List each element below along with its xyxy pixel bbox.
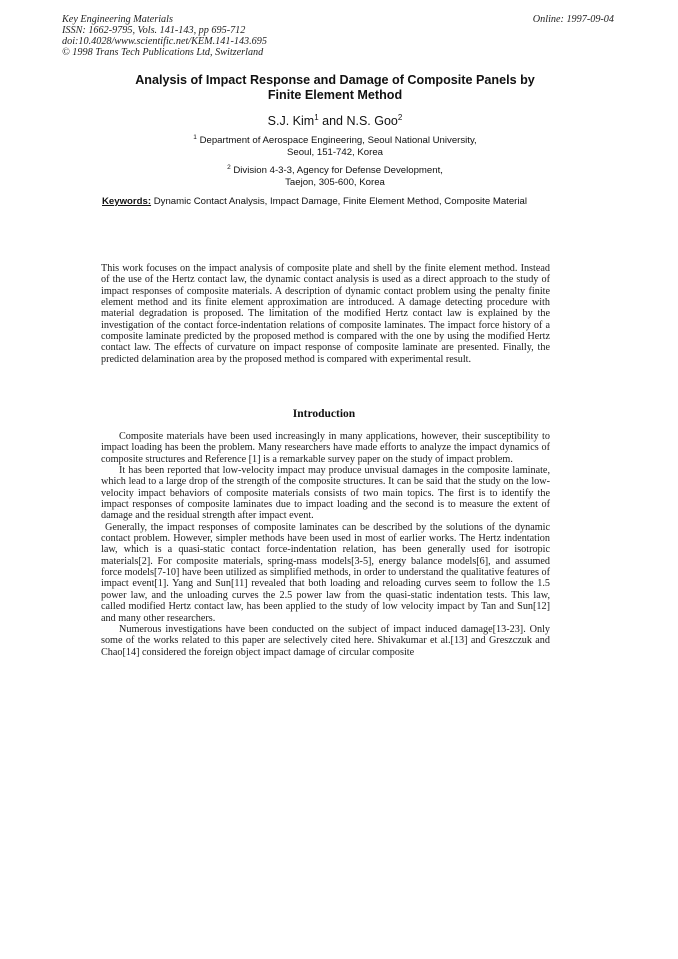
authors [100,113,570,128]
keywords [102,196,550,207]
affiliation-2 [100,162,570,189]
author-1: S.J. Kim [267,114,315,129]
affiliation-2-line-1: Division 4-3-3, Agency for Defense Development, [230,165,443,177]
introduction-body [101,431,550,658]
copyright-line: © 1998 Trans Tech Publications Ltd, Switzerland [62,47,264,58]
keywords-label: Keywords: [102,196,152,207]
affiliation-2-sup: 2 [227,164,231,171]
online-date: Online: 1997-09-04 [532,14,614,25]
intro-paragraph: Generally, the impact responses of composite laminates can be described by the solutions of the dynamic contact problem. However, simpler methods have been used in most of earlier works. The Hertz indentation law, which is a quasi-static contact force-indentation relation, has been generally used for isotropic materials[2]. For composite materials, spring-mass models[3-5], energy balance models[6], and assumed force models[7-10] have been utilized as simplified methods, in order to understand the qualitative features of impact event[1]. Yang and Sun[11] revealed that both loading and reloading curves seem to follow the 1.5 power law, and the unloading curves the 2.5 power law from the quasi-static indentation tests. This law, called modified Hertz contact law, has been applied to the study of low velocity impact by Tan and Sun[12] and many other researchers. [101,521,550,624]
author-2-sup: 2 [397,113,403,122]
section-heading-introduction: Introduction [292,408,356,420]
intro-paragraph: Numerous investigations have been conducted on the subject of impact induced damage[13-23]. Only some of the works related to this paper are selectively cited here. Shivakumar et al.[13] and Greszczuk and Chao[14] considered the foreign object impact damage of circular composite [101,623,550,658]
issn-line: ISSN: 1662-9795, Vols. 141-143, pp 695-712 [62,25,246,36]
keywords-text: Dynamic Contact Analysis, Impact Damage, Finite Element Method, Composite Material [151,196,527,207]
title-line-1: Analysis of Impact Response and Damage of Composite Panels by [135,73,535,87]
abstract: This work focuses on the impact analysis of composite plate and shell by the finite element method. Instead of the use of the Hertz contact law, the dynamic contact analysis is used as a direct approach to the study of impact responses of composite materials. A description of dynamic contact problem using the penalty finite element method and its finite element approximation are introduced. A damage detecting procedure with material degradation is proposed. The limitation of the modified Hertz contact law is explained by the investigation of the contact force-indentation relations of composite laminates. The impact force history of a composite laminate predicted by the proposed method is compared with the one by using the modified Hertz contact law. The effects of curvature on impact response of composite laminate are presented. Finally, the predicted delamination area by the proposed method is compared with experimental result. [101,263,550,365]
affiliation-1-line-1: Department of Aerospace Engineering, Seoul National University, [196,135,477,147]
author-1-sup: 1 [314,113,319,122]
title-line-2: Finite Element Method [267,88,403,102]
paper-title [100,73,570,103]
journal-name: Key Engineering Materials [62,14,173,25]
doi-line: doi:10.4028/www.scientific.net/KEM.141-143.695 [62,36,267,47]
affiliation-1-line-2: Seoul, 151-742, Korea [286,147,383,159]
affiliation-1-sup: 1 [193,134,197,141]
intro-paragraph: Composite materials have been used increasingly in many applications, however, their susceptibility to impact loading has been the problem. Many researchers have made efforts to analyze the impact dynamics of composite structures and Reference [1] is a remarkable survey paper on the study of impact problem. [101,431,550,465]
intro-paragraph: It has been reported that low-velocity impact may produce unvisual damages in the composite laminate, which lead to a large drop of the strength of the composite structures. It can be said that the study on the low-velocity impact behaviors of composite materials consists of two main topics. The first is to identify the impact responses of composite laminates due to impact loading and the second is to measure the extent of damage and the residual strength after impact event. [101,465,550,522]
affiliation-2-line-2: Taejon, 305-600, Korea [285,177,385,189]
affiliation-1 [100,132,570,159]
author-2: and N.S. Goo [318,114,398,129]
journal-header [62,14,267,58]
